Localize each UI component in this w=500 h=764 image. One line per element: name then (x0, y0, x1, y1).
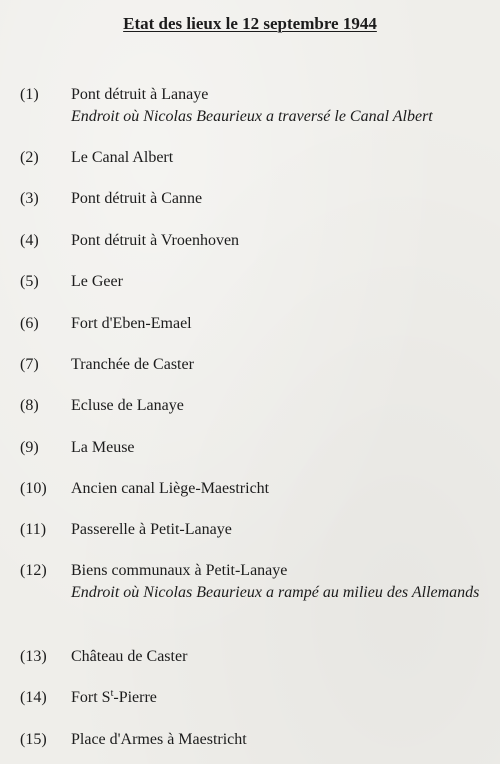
item-note: Endroit où Nicolas Beaurieux a traversé le Canal Albert (71, 108, 433, 125)
item-number: (1) (20, 86, 39, 103)
item-name: Pont détruit à Lanaye (71, 86, 209, 103)
list-item (20, 313, 490, 335)
item-name: Le Canal Albert (71, 149, 174, 166)
item-number: (8) (20, 397, 39, 414)
item-note: Endroit où Nicolas Beaurieux a rampé au milieu des Allemands (71, 584, 480, 601)
list-item (20, 230, 490, 252)
item-name: Château de Caster (71, 648, 188, 665)
list-item (20, 354, 490, 376)
item-number: (13) (20, 648, 47, 665)
superscript-abbreviation: t (110, 688, 114, 699)
item-number: (10) (20, 480, 47, 497)
list-item (20, 478, 490, 500)
item-number: (15) (20, 731, 47, 748)
item-number: (5) (20, 273, 39, 290)
item-name: Ecluse de Lanaye (71, 397, 184, 414)
item-name: Place d'Armes à Maestricht (71, 731, 247, 748)
item-name: Biens communaux à Petit-Lanaye (71, 562, 288, 579)
item-number: (9) (20, 439, 39, 456)
list-item (20, 147, 490, 169)
item-name: Fort d'Eben-Emael (71, 315, 192, 332)
item-name: Pont détruit à Vroenhoven (71, 232, 240, 249)
item-name: Tranchée de Caster (71, 356, 194, 373)
item-number: (3) (20, 190, 39, 207)
item-number: (4) (20, 232, 39, 249)
list-item (20, 646, 490, 668)
item-name: Fort $S^t$-Pierre (71, 688, 157, 706)
list-item (20, 271, 490, 293)
item-name: Pont détruit à Canne (71, 190, 203, 207)
list-item (20, 729, 490, 751)
item-number: (6) (20, 315, 39, 332)
item-number: (2) (20, 149, 39, 166)
list-item (20, 437, 490, 459)
item-name: Le Geer (71, 273, 123, 290)
item-number: (11) (20, 521, 47, 538)
list-item (20, 519, 490, 541)
item-number: (7) (20, 356, 39, 373)
document-title: Etat des lieux le 12 septembre 1944 (123, 14, 377, 33)
list-item (20, 188, 490, 210)
list-item (20, 84, 490, 128)
item-number: (12) (20, 562, 47, 579)
list-item (20, 687, 490, 711)
item-name: Passerelle à Petit-Lanaye (71, 521, 232, 538)
item-name: Ancien canal Liège-Maestricht (71, 480, 270, 497)
item-number: (14) (20, 689, 47, 706)
list-item (20, 395, 490, 417)
list-item (20, 560, 490, 604)
item-name: La Meuse (71, 439, 135, 456)
